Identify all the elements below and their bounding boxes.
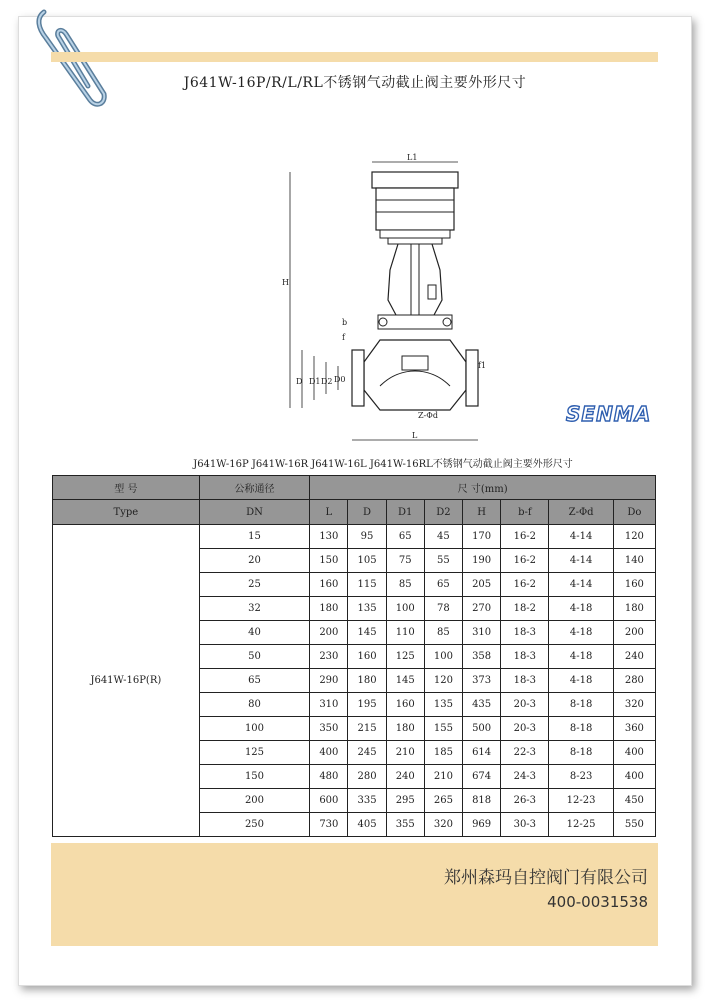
dimension-cell: 969 bbox=[463, 813, 501, 837]
dimension-cell: 320 bbox=[424, 813, 462, 837]
dimension-cell: 16-2 bbox=[501, 573, 549, 597]
dn-cell: 80 bbox=[199, 693, 310, 717]
dimension-cell: 310 bbox=[463, 621, 501, 645]
dimension-cell: 160 bbox=[386, 693, 424, 717]
dimension-cell: 674 bbox=[463, 765, 501, 789]
dimension-cell: 95 bbox=[348, 525, 386, 549]
dimension-cell: 22-3 bbox=[501, 741, 549, 765]
dn-cell: 40 bbox=[199, 621, 310, 645]
dimension-cell: 195 bbox=[348, 693, 386, 717]
label-b: b bbox=[342, 318, 348, 327]
table-row bbox=[53, 525, 656, 549]
dimension-cell: 18-2 bbox=[501, 597, 549, 621]
dn-cell: 100 bbox=[199, 717, 310, 741]
label-D2: D2 bbox=[321, 377, 333, 386]
dimension-cell: 16-2 bbox=[501, 525, 549, 549]
header-model: 型 号 bbox=[53, 476, 200, 500]
dimension-cell: 373 bbox=[463, 669, 501, 693]
document-title: J641W-16P/R/L/RL不锈钢气动截止阀主要外形尺寸 bbox=[183, 75, 527, 91]
dn-cell: 250 bbox=[199, 813, 310, 837]
dimension-cell: 600 bbox=[310, 789, 348, 813]
dimension-cell: 155 bbox=[424, 717, 462, 741]
dimension-table bbox=[52, 475, 656, 837]
dimension-cell: 265 bbox=[424, 789, 462, 813]
label-L: L bbox=[412, 431, 418, 440]
dimension-cell: 170 bbox=[463, 525, 501, 549]
dimension-cell: 135 bbox=[424, 693, 462, 717]
label-Zd: Z-Φd bbox=[418, 411, 438, 420]
dimension-cell: 185 bbox=[424, 741, 462, 765]
dimension-cell: 480 bbox=[310, 765, 348, 789]
dimension-cell: 550 bbox=[613, 813, 655, 837]
dimension-cell: 4-14 bbox=[549, 573, 613, 597]
dimension-cell: 4-14 bbox=[549, 525, 613, 549]
label-f1: f1 bbox=[478, 361, 487, 370]
dimension-cell: 145 bbox=[386, 669, 424, 693]
dimension-cell: 55 bbox=[424, 549, 462, 573]
dimension-cell: 290 bbox=[310, 669, 348, 693]
label-L1: L1 bbox=[407, 153, 418, 162]
dimension-cell: 20-3 bbox=[501, 717, 549, 741]
dimension-cell: 240 bbox=[386, 765, 424, 789]
header-col: D bbox=[348, 500, 386, 525]
dimension-cell: 65 bbox=[386, 525, 424, 549]
dimension-cell: 4-18 bbox=[549, 645, 613, 669]
dimension-cell: 4-18 bbox=[549, 669, 613, 693]
dimension-cell: 150 bbox=[310, 549, 348, 573]
dimension-cell: 100 bbox=[386, 597, 424, 621]
dimension-cell: 215 bbox=[348, 717, 386, 741]
dimension-cell: 140 bbox=[613, 549, 655, 573]
dimension-cell: 160 bbox=[348, 645, 386, 669]
label-H: H bbox=[282, 278, 289, 287]
dimension-cell: 20-3 bbox=[501, 693, 549, 717]
dimension-cell: 500 bbox=[463, 717, 501, 741]
dimension-cell: 85 bbox=[424, 621, 462, 645]
dimension-cell: 180 bbox=[613, 597, 655, 621]
dimension-cell: 400 bbox=[613, 765, 655, 789]
header-model-en: Type bbox=[53, 500, 200, 525]
dimension-cell: 180 bbox=[310, 597, 348, 621]
dimension-cell: 18-3 bbox=[501, 669, 549, 693]
dimension-cell: 160 bbox=[613, 573, 655, 597]
company-name: 郑州森玛自控阀门有限公司 bbox=[444, 868, 648, 888]
dimension-cell: 130 bbox=[310, 525, 348, 549]
dn-cell: 125 bbox=[199, 741, 310, 765]
header-col: D1 bbox=[386, 500, 424, 525]
dimension-cell: 200 bbox=[310, 621, 348, 645]
header-band bbox=[51, 52, 658, 62]
dimension-cell: 295 bbox=[386, 789, 424, 813]
dimension-cell: 12-25 bbox=[549, 813, 613, 837]
dimension-cell: 245 bbox=[348, 741, 386, 765]
dimension-cell: 730 bbox=[310, 813, 348, 837]
dimension-cell: 405 bbox=[348, 813, 386, 837]
dimension-cell: 75 bbox=[386, 549, 424, 573]
dimension-cell: 190 bbox=[463, 549, 501, 573]
dn-cell: 200 bbox=[199, 789, 310, 813]
header-col: H bbox=[463, 500, 501, 525]
dimension-cell: 85 bbox=[386, 573, 424, 597]
dimension-cell: 360 bbox=[613, 717, 655, 741]
dimension-cell: 350 bbox=[310, 717, 348, 741]
dimension-cell: 120 bbox=[613, 525, 655, 549]
dimension-cell: 45 bbox=[424, 525, 462, 549]
dimension-cell: 160 bbox=[310, 573, 348, 597]
header-col: b-f bbox=[501, 500, 549, 525]
table-caption: J641W-16P J641W-16R J641W-16L J641W-16RL不锈钢气动截止阀主要外形尺寸 bbox=[193, 459, 573, 470]
dn-cell: 15 bbox=[199, 525, 310, 549]
dimension-cell: 435 bbox=[463, 693, 501, 717]
dimension-cell: 310 bbox=[310, 693, 348, 717]
valve-drawing bbox=[280, 150, 490, 450]
dimension-cell: 8-23 bbox=[549, 765, 613, 789]
dimension-cell: 4-14 bbox=[549, 549, 613, 573]
dn-cell: 50 bbox=[199, 645, 310, 669]
dimension-cell: 24-3 bbox=[501, 765, 549, 789]
dimension-cell: 135 bbox=[348, 597, 386, 621]
dimension-cell: 145 bbox=[348, 621, 386, 645]
dn-cell: 65 bbox=[199, 669, 310, 693]
phone-number: 400-0031538 bbox=[547, 893, 648, 911]
dimension-cell: 240 bbox=[613, 645, 655, 669]
header-col: D2 bbox=[424, 500, 462, 525]
header-col: L bbox=[310, 500, 348, 525]
label-f: f bbox=[342, 333, 345, 342]
dimension-cell: 65 bbox=[424, 573, 462, 597]
label-D: D bbox=[296, 377, 303, 386]
dimension-cell: 210 bbox=[386, 741, 424, 765]
label-D0: D0 bbox=[334, 375, 346, 384]
header-col: Z-Φd bbox=[549, 500, 613, 525]
dimension-cell: 18-3 bbox=[501, 645, 549, 669]
dimension-cell: 8-18 bbox=[549, 693, 613, 717]
dimension-cell: 400 bbox=[613, 741, 655, 765]
header-col: Do bbox=[613, 500, 655, 525]
dimension-cell: 115 bbox=[348, 573, 386, 597]
dimension-cell: 180 bbox=[348, 669, 386, 693]
dimension-cell: 8-18 bbox=[549, 717, 613, 741]
header-dn: 公称通径 bbox=[199, 476, 310, 500]
brand-logo: SENMA bbox=[566, 402, 652, 426]
dimension-cell: 125 bbox=[386, 645, 424, 669]
dimension-cell: 320 bbox=[613, 693, 655, 717]
dimension-cell: 280 bbox=[613, 669, 655, 693]
model-cell: J641W-16P(R) bbox=[53, 525, 200, 837]
dimension-cell: 105 bbox=[348, 549, 386, 573]
dimension-cell: 230 bbox=[310, 645, 348, 669]
dimension-cell: 180 bbox=[386, 717, 424, 741]
dimension-cell: 280 bbox=[348, 765, 386, 789]
dn-cell: 32 bbox=[199, 597, 310, 621]
dn-cell: 25 bbox=[199, 573, 310, 597]
dimension-cell: 4-18 bbox=[549, 597, 613, 621]
dimension-cell: 18-3 bbox=[501, 621, 549, 645]
dimension-cell: 8-18 bbox=[549, 741, 613, 765]
dimension-cell: 100 bbox=[424, 645, 462, 669]
dimension-cell: 270 bbox=[463, 597, 501, 621]
dimension-cell: 355 bbox=[386, 813, 424, 837]
dimension-cell: 400 bbox=[310, 741, 348, 765]
dimension-cell: 16-2 bbox=[501, 549, 549, 573]
dimension-cell: 335 bbox=[348, 789, 386, 813]
dimension-cell: 200 bbox=[613, 621, 655, 645]
dimension-cell: 450 bbox=[613, 789, 655, 813]
dimension-cell: 12-23 bbox=[549, 789, 613, 813]
dimension-cell: 818 bbox=[463, 789, 501, 813]
dn-cell: 20 bbox=[199, 549, 310, 573]
dimension-cell: 4-18 bbox=[549, 621, 613, 645]
footer-band bbox=[51, 843, 658, 946]
dimension-cell: 614 bbox=[463, 741, 501, 765]
dimension-cell: 210 bbox=[424, 765, 462, 789]
dimension-cell: 110 bbox=[386, 621, 424, 645]
dimension-cell: 205 bbox=[463, 573, 501, 597]
dimension-cell: 26-3 bbox=[501, 789, 549, 813]
dimension-cell: 30-3 bbox=[501, 813, 549, 837]
dimension-cell: 120 bbox=[424, 669, 462, 693]
dn-cell: 150 bbox=[199, 765, 310, 789]
label-D1: D1 bbox=[309, 377, 321, 386]
dimension-cell: 78 bbox=[424, 597, 462, 621]
header-dn-en: DN bbox=[199, 500, 310, 525]
dimension-cell: 358 bbox=[463, 645, 501, 669]
header-dimensions: 尺 寸(mm) bbox=[310, 476, 656, 500]
